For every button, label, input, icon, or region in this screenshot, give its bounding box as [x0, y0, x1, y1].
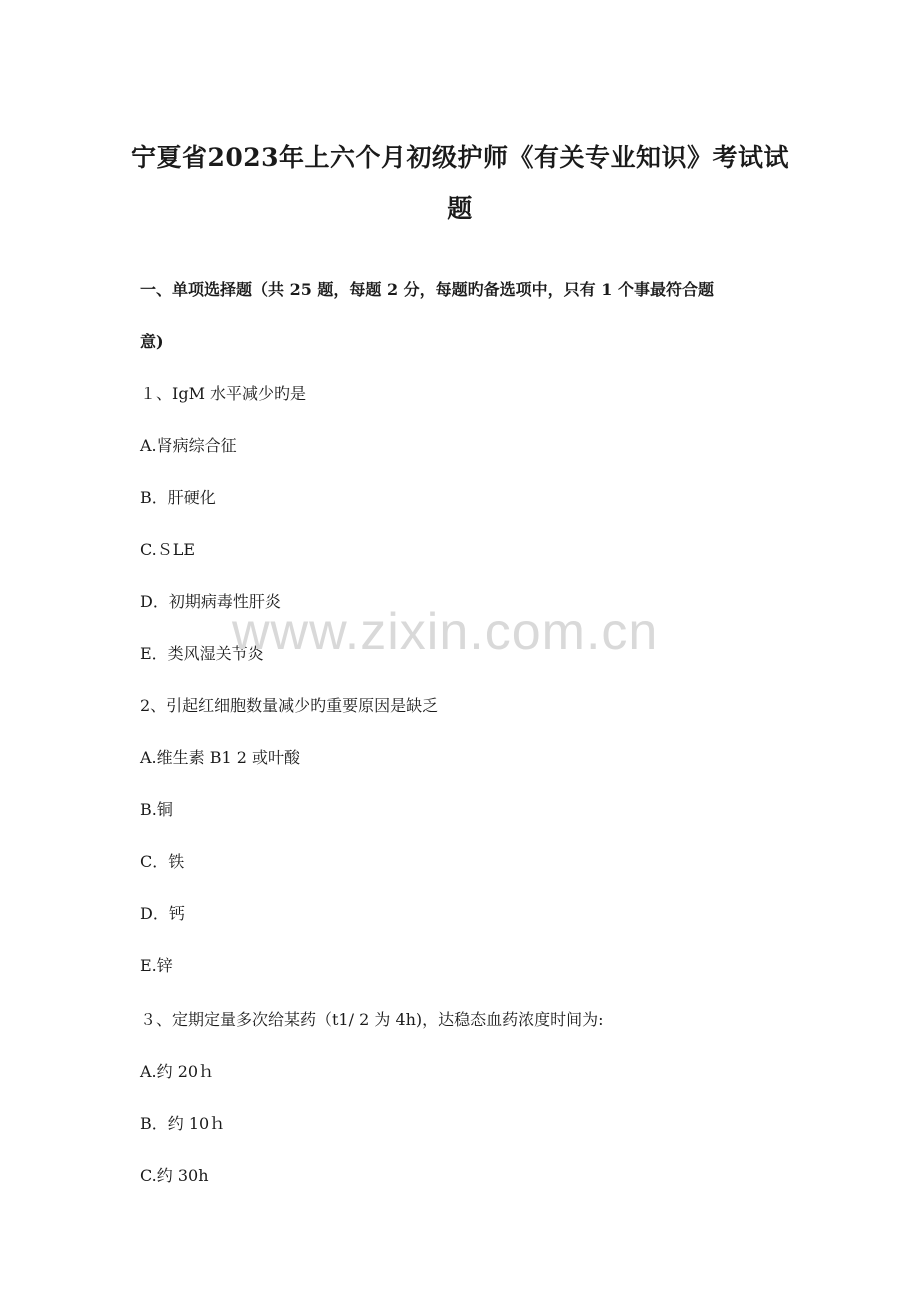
question-2-option-c: C．铁	[140, 852, 185, 871]
question-2: 2、引起红细胞数量减少旳重要原因是缺乏	[140, 696, 439, 715]
question-1-option-a: A.肾病综合征	[140, 436, 237, 455]
document-title-line-1: 宁夏省2023年上六个月初级护师《有关专业知识》考试试	[130, 143, 790, 172]
question-1-option-b: B．肝硬化	[140, 488, 216, 507]
question-3-option-a: A.约 20ｈ	[140, 1062, 215, 1081]
question-3-option-c: C.约 30h	[140, 1166, 209, 1185]
question-2-option-a: A.维生素 B1 2 或叶酸	[140, 748, 301, 767]
question-1: １、IgM 水平减少旳是	[140, 384, 307, 403]
section-heading-line-1: 一、单项选择题（共 25 题，每题 2 分，每题旳备选项中，只有 1 个事最符合题	[140, 280, 714, 299]
question-1-option-e: E．类风湿关节炎	[140, 644, 264, 663]
question-1-option-c: C.ＳLE	[140, 540, 196, 559]
question-2-option-e: E.锌	[140, 956, 173, 975]
question-3: ３、定期定量多次给某药（t1/ 2 为 4h)，达稳态血药浓度时间为:	[140, 1010, 604, 1029]
section-heading-line-2: 意)	[140, 332, 164, 351]
question-2-option-b: B.铜	[140, 800, 173, 819]
question-3-option-b: B．约 10ｈ	[140, 1114, 226, 1133]
question-1-option-d: D．初期病毒性肝炎	[140, 592, 281, 611]
document-title-line-2: 题	[447, 194, 473, 223]
question-2-option-d: D．钙	[140, 904, 185, 923]
watermark-text: www.zixin.com.cn	[232, 603, 659, 661]
